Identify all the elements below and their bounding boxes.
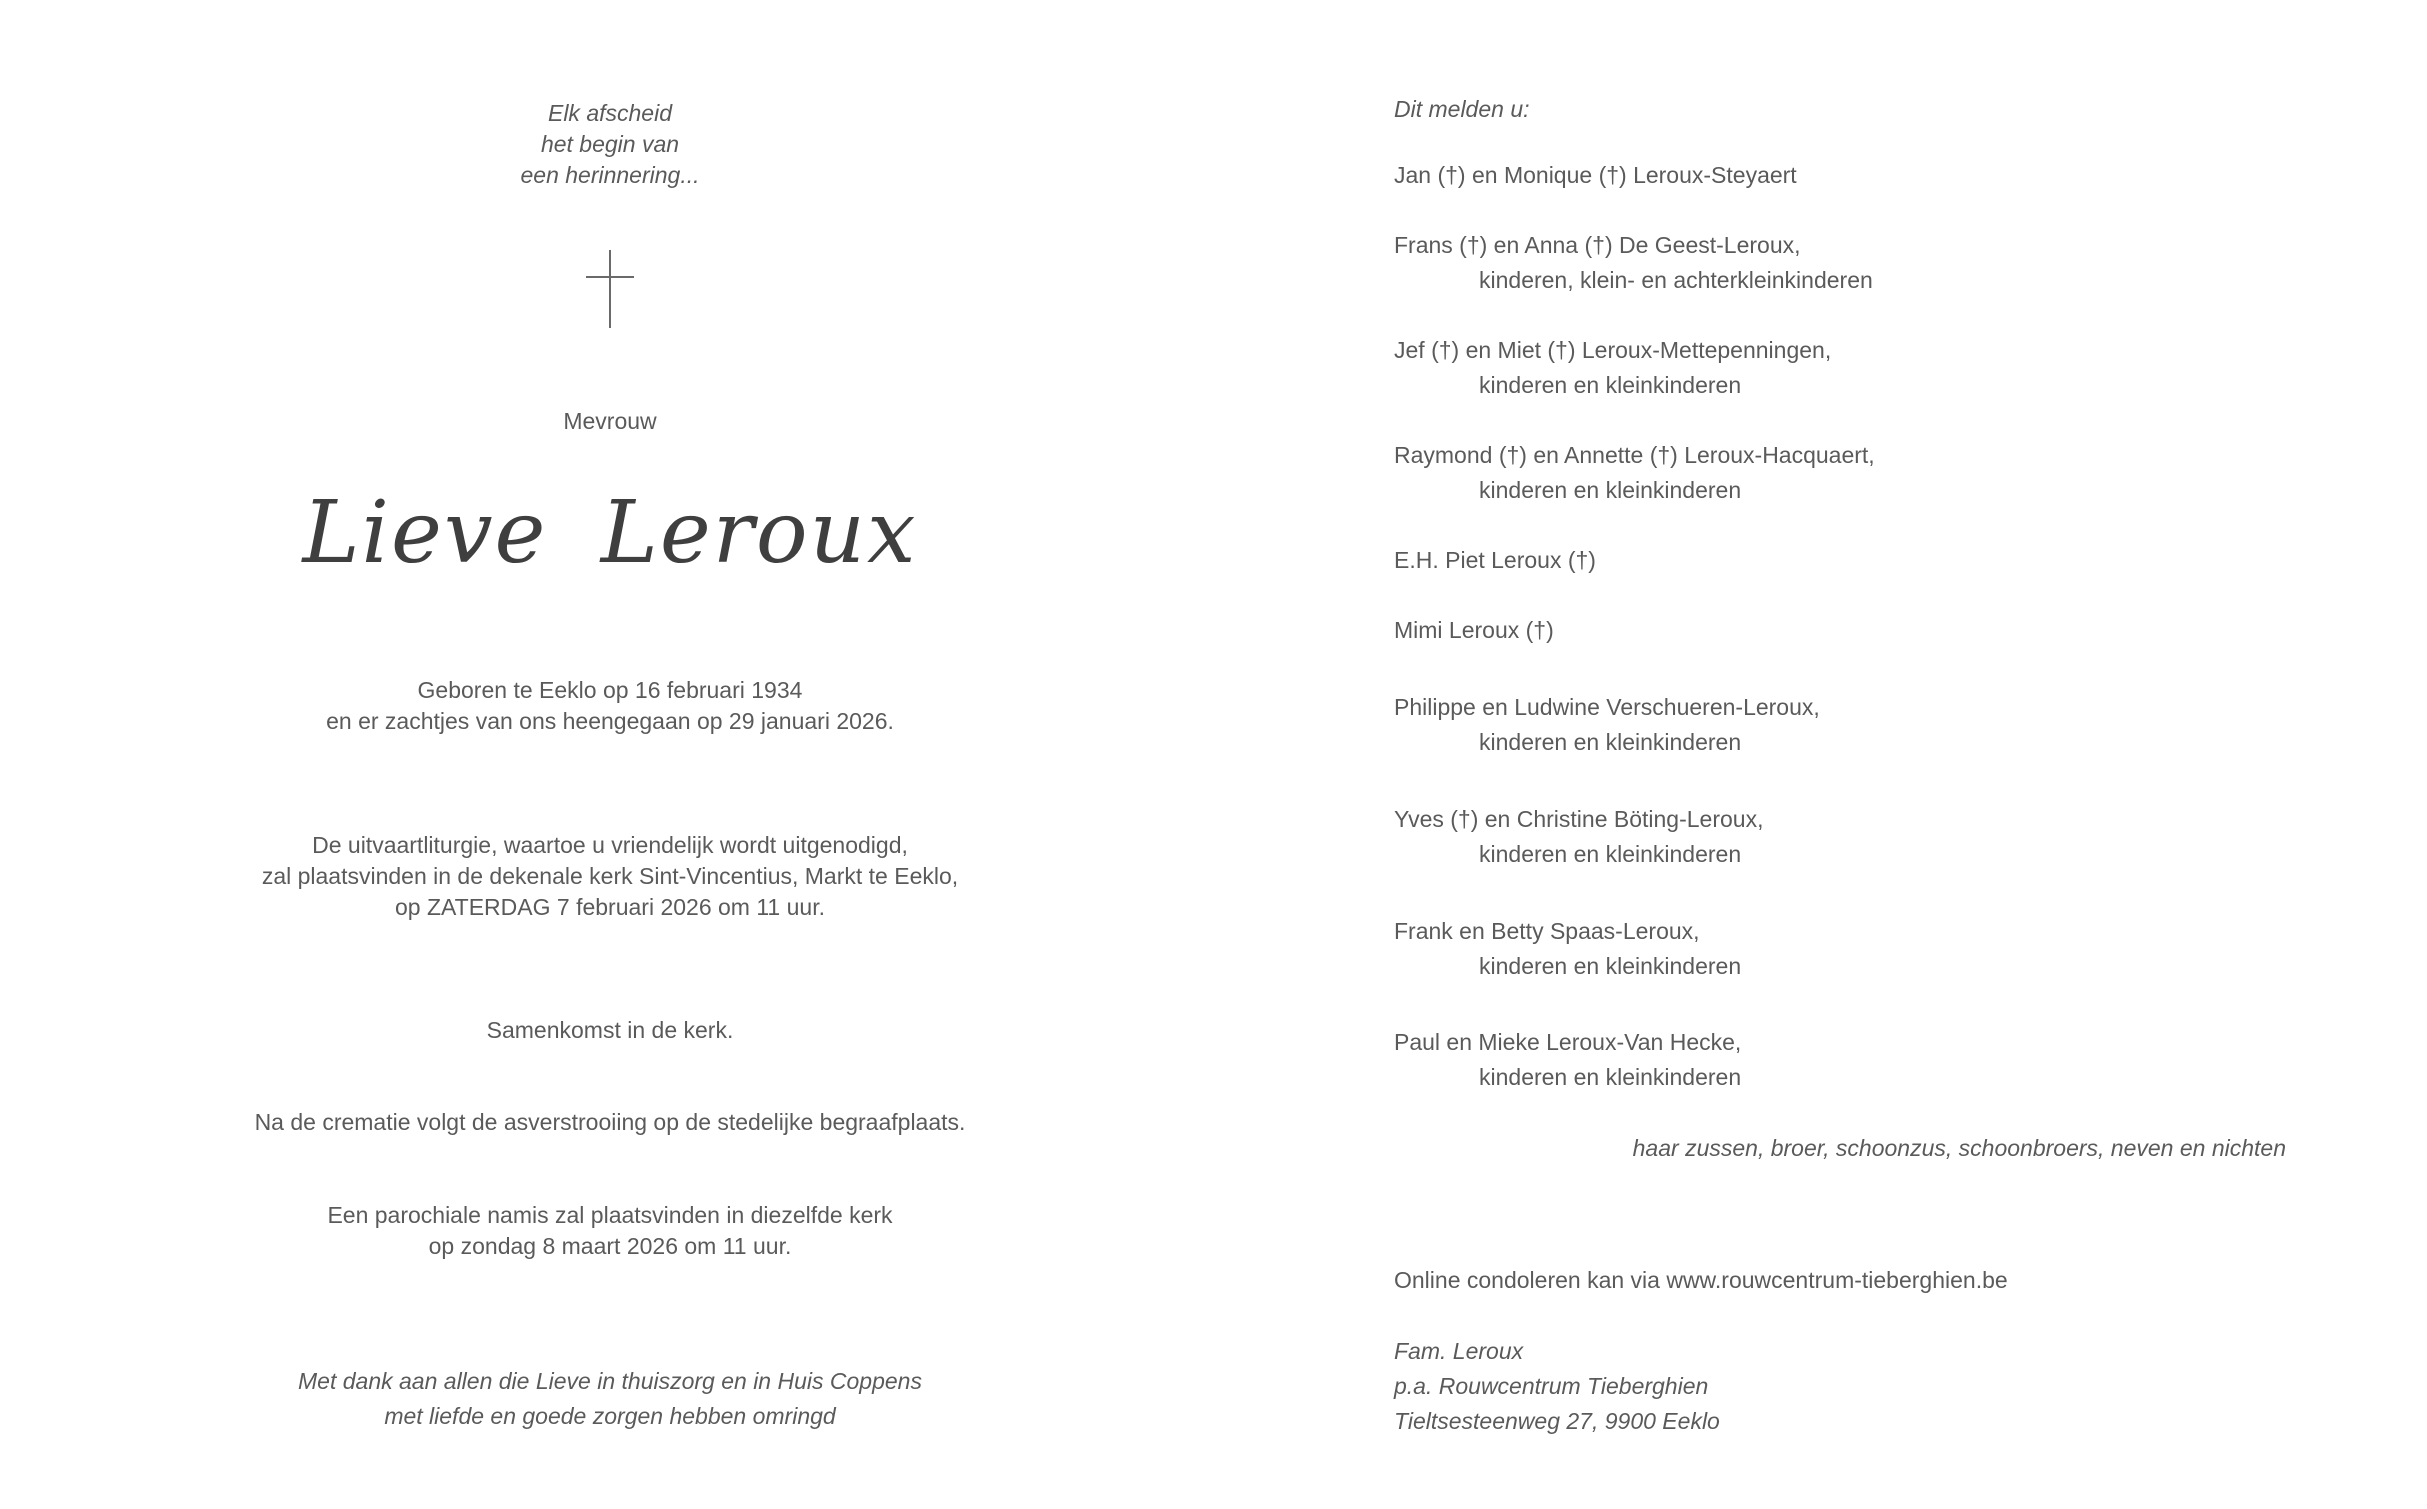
gathering-text: Samenkomst in de kerk.: [486, 1017, 734, 1043]
thanks-line: met liefde en goede zorgen hebben omringd: [384, 1403, 836, 1429]
family-entry: [1394, 333, 1831, 403]
intro-text: Dit melden u:: [1394, 96, 1530, 122]
funeral-info: [0, 830, 1220, 923]
family-sub: kinderen en kleinkinderen: [1479, 729, 1742, 755]
birth-death-info: [0, 675, 1220, 737]
cross-icon: [586, 250, 634, 328]
death-line: en er zachtjes van ons heengegaan op 29 januari 2026.: [326, 708, 894, 734]
deceased-name: Lieve Leroux: [302, 483, 918, 583]
family-sub: kinderen, klein- en achterkleinkinderen: [1479, 267, 1873, 293]
mass-line: Een parochiale namis zal plaatsvinden in diezelfde kerk: [327, 1202, 893, 1228]
motto-line: een herinnering...: [520, 162, 700, 188]
family-sub: kinderen en kleinkinderen: [1479, 372, 1742, 398]
motto: [0, 98, 1220, 191]
gathering-info: [0, 1015, 1220, 1046]
address-line: Tieltsesteenweg 27, 9900 Eeklo: [1394, 1408, 1720, 1434]
motto-line: het begin van: [540, 131, 680, 157]
family-main: Jef (†) en Miet (†) Leroux-Mettepenningen,: [1394, 337, 1832, 363]
motto-line: Elk afscheid: [547, 100, 672, 126]
family-main: Raymond (†) en Annette (†) Leroux-Hacquaert,: [1394, 442, 1875, 468]
right-column: [1394, 0, 2394, 1509]
thanks-note: [0, 1364, 1220, 1434]
family-entry: [1394, 802, 1763, 872]
relatives-line: haar zussen, broer, schoonzus, schoonbroers, neven en nichten: [1632, 1135, 2286, 1161]
family-entry: [1394, 158, 1797, 193]
family-entry: [1394, 543, 1596, 578]
mass-info: [0, 1200, 1220, 1262]
family-entry: [1394, 1025, 1741, 1095]
funeral-line: op ZATERDAG 7 februari 2026 om 11 uur.: [395, 894, 825, 920]
family-main: Frans (†) en Anna (†) De Geest-Leroux,: [1394, 232, 1801, 258]
family-main: Yves (†) en Christine Böting-Leroux,: [1394, 806, 1764, 832]
family-main: Mimi Leroux (†): [1394, 617, 1554, 643]
address-line: p.a. Rouwcentrum Tieberghien: [1394, 1373, 1709, 1399]
salutation: [0, 406, 1220, 437]
family-main: Paul en Mieke Leroux-Van Hecke,: [1394, 1029, 1742, 1055]
family-entry: [1394, 690, 1820, 760]
family-entry: [1394, 438, 1875, 508]
thanks-line: Met dank aan allen die Lieve in thuiszorg en in Huis Coppens: [298, 1368, 922, 1394]
cremation-text: Na de crematie volgt de asverstrooiing op de stedelijke begraafplaats.: [254, 1109, 966, 1135]
family-main: Jan (†) en Monique (†) Leroux-Steyaert: [1394, 162, 1797, 188]
family-entry: [1394, 228, 1873, 298]
address-line: Fam. Leroux: [1394, 1338, 1524, 1364]
family-sub: kinderen en kleinkinderen: [1479, 841, 1742, 867]
mass-line: op zondag 8 maart 2026 om 11 uur.: [428, 1233, 792, 1259]
family-sub: kinderen en kleinkinderen: [1479, 1064, 1742, 1090]
family-main: Frank en Betty Spaas-Leroux,: [1394, 918, 1700, 944]
family-main: Philippe en Ludwine Verschueren-Leroux,: [1394, 694, 1820, 720]
online-condolences: Online condoleren kan via www.rouwcentrum-tieberghien.be: [1394, 1267, 2008, 1293]
family-sub: kinderen en kleinkinderen: [1479, 953, 1742, 979]
funeral-line: zal plaatsvinden in de dekenale kerk Sint-Vincentius, Markt te Eeklo,: [261, 863, 959, 889]
family-entry: [1394, 613, 1554, 648]
salutation-text: Mevrouw: [563, 408, 657, 434]
family-main: E.H. Piet Leroux (†): [1394, 547, 1596, 573]
funeral-line: De uitvaartliturgie, waartoe u vriendelijk wordt uitgenodigd,: [312, 832, 908, 858]
family-entry: [1394, 914, 1741, 984]
family-address: [1394, 1334, 1720, 1439]
cremation-info: [0, 1107, 1220, 1138]
family-sub: kinderen en kleinkinderen: [1479, 477, 1742, 503]
birth-line: Geboren te Eeklo op 16 februari 1934: [417, 677, 803, 703]
